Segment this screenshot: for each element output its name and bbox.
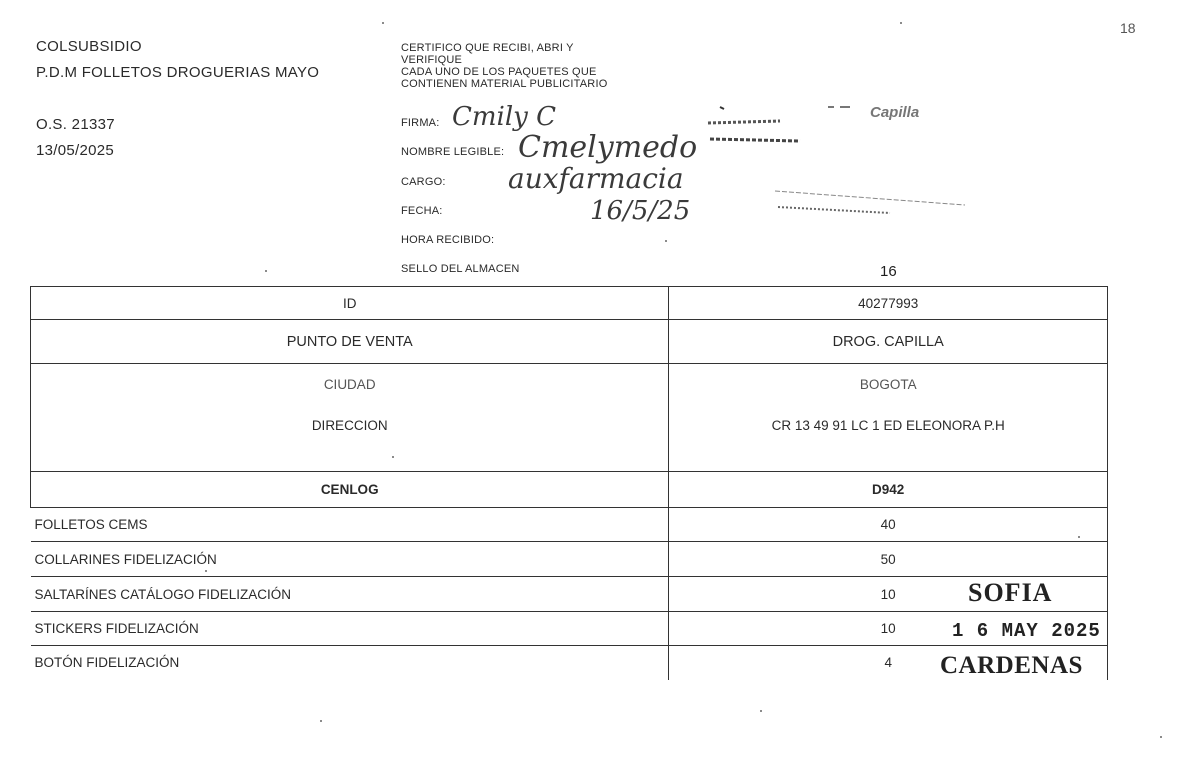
certificate-line: CADA UNO DE LOS PAQUETES QUE <box>401 66 597 78</box>
item-quantity: 4 <box>669 646 1108 680</box>
table-row-item <box>31 612 1108 646</box>
item-quantity: 50 <box>669 542 1108 577</box>
table-row-id <box>31 287 1108 320</box>
item-quantity: 40 <box>669 508 1108 542</box>
row-value: 40277993 <box>669 287 1108 320</box>
label-nombre: NOMBRE LEGIBLE: <box>401 146 505 158</box>
scan-speck <box>392 456 394 458</box>
table-row-item <box>31 508 1108 542</box>
row-value: BOGOTA <box>669 364 1108 408</box>
label-firma: FIRMA: <box>401 117 440 129</box>
certificate-line: CERTIFICO QUE RECIBI, ABRI Y <box>401 42 574 54</box>
table-row-item <box>31 542 1108 577</box>
label-fecha: FECHA: <box>401 205 443 217</box>
handwritten-date: 16/5/25 <box>590 196 691 226</box>
campaign-title: P.D.M FOLLETOS DROGUERIAS MAYO <box>36 64 320 81</box>
table-row-city <box>31 364 1108 408</box>
stamp-surname: CARDENAS <box>940 652 1083 679</box>
corner-mark: 18 <box>1120 20 1136 36</box>
row-value: D942 <box>669 472 1108 508</box>
scan-speck <box>760 710 762 712</box>
faint-store-stamp: Capilla <box>870 104 920 121</box>
faint-stamp-smudges <box>700 95 980 225</box>
table-row-address <box>31 408 1108 472</box>
handwritten-name: Cmelymedo <box>518 130 698 165</box>
scan-speck <box>205 570 207 572</box>
service-order: O.S. 21337 <box>36 116 115 133</box>
stamp-name: SOFIA <box>968 578 1053 607</box>
item-quantity: 10 <box>669 612 1108 646</box>
table-row-store <box>31 320 1108 364</box>
page-number: 16 <box>880 263 897 280</box>
item-label: SALTARÍNES CATÁLOGO FIDELIZACIÓN <box>31 577 669 612</box>
row-label: CIUDAD <box>31 364 669 408</box>
scan-speck <box>1078 536 1080 538</box>
row-label: CENLOG <box>31 472 669 508</box>
handwritten-signature: Cmily C <box>452 102 557 132</box>
item-label: COLLARINES FIDELIZACIÓN <box>31 542 669 577</box>
item-label: FOLLETOS CEMS <box>31 508 669 542</box>
scan-speck <box>1160 736 1162 738</box>
row-label: DIRECCION <box>31 408 669 472</box>
stamp-date: 1 6 MAY 2025 <box>952 620 1101 642</box>
row-value: DROG. CAPILLA <box>669 320 1108 364</box>
scan-speck <box>900 22 902 24</box>
certificate-line: VERIFIQUE <box>401 54 463 66</box>
row-label: ID <box>31 287 669 320</box>
item-label: STICKERS FIDELIZACIÓN <box>31 612 669 646</box>
label-hora: HORA RECIBIDO: <box>401 234 495 246</box>
scan-speck <box>320 720 322 722</box>
item-quantity: 10 <box>669 577 1108 612</box>
table-row-cenlog <box>31 472 1108 508</box>
row-label: PUNTO DE VENTA <box>31 320 669 364</box>
delivery-table <box>30 286 1108 680</box>
handwritten-position: auxfarmacia <box>508 162 684 195</box>
row-value: CR 13 49 91 LC 1 ED ELEONORA P.H <box>669 408 1108 472</box>
certificate-line: CONTIENEN MATERIAL PUBLICITARIO <box>401 78 608 90</box>
company-name: COLSUBSIDIO <box>36 38 142 55</box>
label-cargo: CARGO: <box>401 176 446 188</box>
scan-speck <box>265 270 267 272</box>
item-label: BOTÓN FIDELIZACIÓN <box>31 646 669 680</box>
scan-speck <box>382 22 384 24</box>
table-row-item <box>31 577 1108 612</box>
scan-speck <box>665 240 667 242</box>
label-sello: SELLO DEL ALMACEN <box>401 263 520 275</box>
order-date: 13/05/2025 <box>36 142 115 159</box>
certificate-text <box>401 42 607 90</box>
